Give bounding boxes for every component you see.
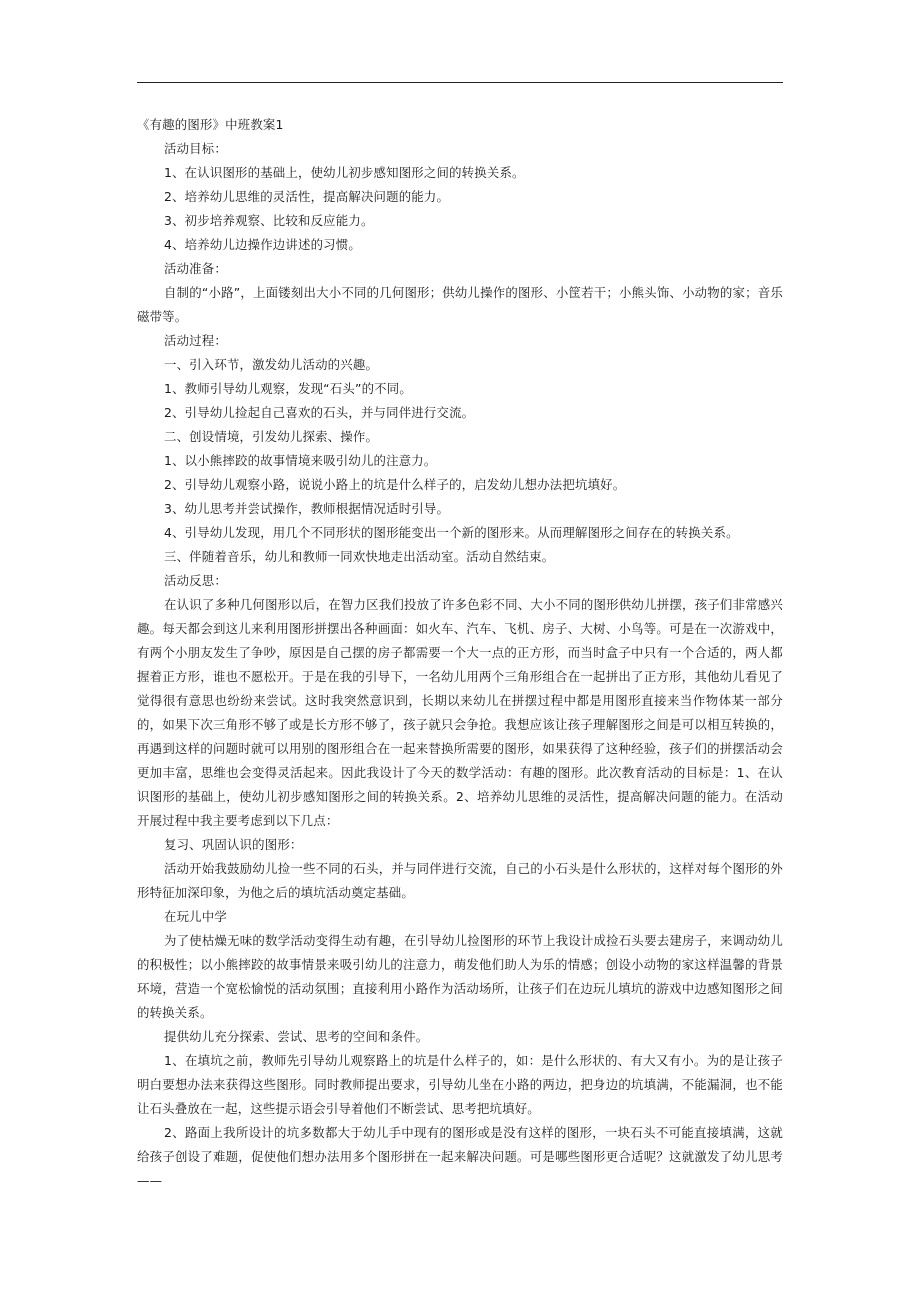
section-heading-process: 活动过程： xyxy=(164,333,227,348)
process-substep: 2、引导幼儿观察小路，说说小路上的坑是什么样子的，启发幼儿想办法把坑填好。 xyxy=(164,477,626,492)
reflection-subheading: 提供幼儿充分探索、尝试、思考的空间和条件。 xyxy=(164,1029,429,1044)
reflection-paragraph: 1、在填坑之前，教师先引导幼儿观察路上的坑是什么样子的，如：是什么形状的、有大又有小。为的是让孩子明白要想办法来获得这些图形。同时教师提出要求，引导幼儿坐在小路的两边，把身边的坑填满，不能漏洞，也不能让石头叠放在一起，这些提示语会引导着他们不断尝试、思考把坑填好。 xyxy=(137,1053,783,1116)
reflection-paragraph: 2、路面上我所设计的坑多数都大于幼儿手中现有的图形或是没有这样的图形，一块石头不可能直接填满，这就给孩子创设了难题，促使他们想办法用多个图形拼在一起来解决问题。可是哪些图形更合适呢？这就激发了幼儿思考—— xyxy=(137,1125,783,1188)
process-step-3: 三、伴随着音乐，幼儿和教师一同欢快地走出活动室。活动自然结束。 xyxy=(164,549,555,564)
section-heading-preparation: 活动准备： xyxy=(164,261,227,276)
goal-item-4: 4、培养幼儿边操作边讲述的习惯。 xyxy=(164,237,361,252)
process-step-1: 一、引入环节，激发幼儿活动的兴趣。 xyxy=(164,357,379,372)
process-substep: 2、引导幼儿捡起自己喜欢的石头，并与同伴进行交流。 xyxy=(164,405,475,420)
reflection-subheading: 在玩儿中学 xyxy=(164,909,227,924)
section-heading-goals: 活动目标： xyxy=(164,141,227,156)
goal-item-3: 3、初步培养观察、比较和反应能力。 xyxy=(164,213,374,228)
process-substep: 1、以小熊摔跤的故事情境来吸引幼儿的注意力。 xyxy=(164,453,437,468)
process-substep: 3、幼儿思考并尝试操作，教师根据情况适时引导。 xyxy=(164,501,450,516)
process-step-2: 二、创设情境，引发幼儿探索、操作。 xyxy=(164,429,379,444)
process-substep: 1、教师引导幼儿观察，发现“石头”的不同。 xyxy=(164,381,412,396)
document-title: 《有趣的图形》中班教案1 xyxy=(137,117,284,132)
reflection-subheading: 复习、巩固认识的图形： xyxy=(164,837,303,852)
document-body xyxy=(137,113,783,1193)
reflection-paragraph: 为了使枯燥无味的数学活动变得生动有趣，在引导幼儿捡图形的环节上我设计成捡石头要去建房子，来调动幼儿的积极性；以小熊摔跤的故事情景来吸引幼儿的注意力，萌发他们助人为乐的情感；创设小动物的家这样温馨的背景环境，营造一个宽松愉悦的活动氛围；直接利用小路作为活动场所，让孩子们在边玩儿填坑的游戏中边感知图形之间的转换关系。 xyxy=(137,933,783,1020)
reflection-paragraph: 在认识了多种几何图形以后，在智力区我们投放了许多色彩不同、大小不同的图形供幼儿拼摆，孩子们非常感兴趣。每天都会到这儿来利用图形拼摆出各种画面：如火车、汽车、飞机、房子、大树、小鸟等。可是在一次游戏中，有两个小朋友发生了争吵，原因是自己摆的房子都需要一个大一点的正方形，而当时盒子中只有一个合适的，两人都握着正方形，谁也不愿松开。于是在我的引导下，一名幼儿用两个三角形组合在一起拼出了正方形，其他幼儿看见了觉得很有意思也纷纷来尝试。这时我突然意识到，长期以来幼儿在拼摆过程中都是用图形直接来当作物体某一部分的，如果下次三角形不够了或是长方形不够了，孩子就只会争抢。我想应该让孩子理解图形之间是可以相互转换的，再遇到这样的问题时就可以用别的图形组合在一起来替换所需要的图形，如果获得了这种经验，孩子们的拼摆活动会更加丰富，思维也会变得灵活起来。因此我设计了今天的数学活动：有趣的图形。此次教育活动的目标是：1、在认识图形的基础上，使幼儿初步感知图形之间的转换关系。2、培养幼儿思维的灵活性，提高解决问题的能力。在活动开展过程中我主要考虑到以下几点： xyxy=(137,597,783,828)
process-substep: 4、引导幼儿发现，用几个不同形状的图形能变出一个新的图形来。从而理解图形之间存在的转换关系。 xyxy=(164,525,739,540)
preparation-paragraph: 自制的“小路”，上面镂刻出大小不同的几何图形；供幼儿操作的图形、小筐若干；小熊头饰、小动物的家；音乐磁带等。 xyxy=(137,285,783,324)
reflection-paragraph: 活动开始我鼓励幼儿捡一些不同的石头，并与同伴进行交流，自己的小石头是什么形状的，这样对每个图形的外形特征加深印象，为他之后的填坑活动奠定基础。 xyxy=(137,861,783,900)
goal-item-1: 1、在认识图形的基础上，使幼儿初步感知图形之间的转换关系。 xyxy=(164,165,525,180)
header-rule xyxy=(137,82,783,83)
goal-item-2: 2、培养幼儿思维的灵活性，提高解决问题的能力。 xyxy=(164,189,450,204)
section-heading-reflection: 活动反思： xyxy=(164,573,227,588)
